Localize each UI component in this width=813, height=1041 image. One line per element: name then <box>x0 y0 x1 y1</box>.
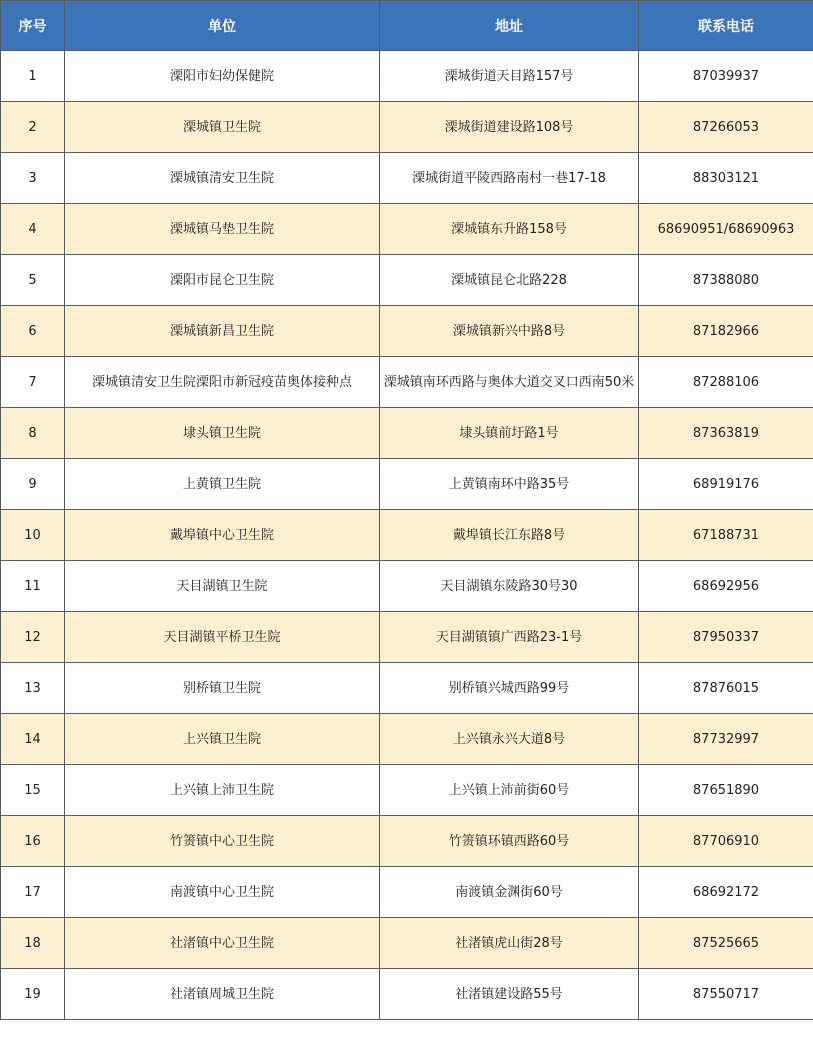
cell-unit: 戴埠镇中心卫生院 <box>65 510 380 561</box>
cell-index: 11 <box>1 561 65 612</box>
table-row <box>1 255 813 306</box>
cell-address: 南渡镇金渊街60号 <box>380 867 639 918</box>
table-row <box>1 561 813 612</box>
cell-unit: 社渚镇中心卫生院 <box>65 918 380 969</box>
table-row <box>1 663 813 714</box>
cell-phone: 68690951/68690963 <box>639 204 813 255</box>
cell-unit: 埭头镇卫生院 <box>65 408 380 459</box>
cell-phone: 67188731 <box>639 510 813 561</box>
cell-phone: 87876015 <box>639 663 813 714</box>
table-header <box>1 1 813 51</box>
cell-phone: 87706910 <box>639 816 813 867</box>
cell-phone: 87039937 <box>639 51 813 102</box>
cell-index: 6 <box>1 306 65 357</box>
cell-unit: 竹箦镇中心卫生院 <box>65 816 380 867</box>
cell-unit: 溧城镇清安卫生院 <box>65 153 380 204</box>
table-row <box>1 612 813 663</box>
table-row <box>1 153 813 204</box>
cell-index: 5 <box>1 255 65 306</box>
cell-phone: 68692956 <box>639 561 813 612</box>
cell-unit: 天目湖镇卫生院 <box>65 561 380 612</box>
table-row <box>1 510 813 561</box>
cell-unit: 南渡镇中心卫生院 <box>65 867 380 918</box>
cell-unit: 别桥镇卫生院 <box>65 663 380 714</box>
cell-index: 15 <box>1 765 65 816</box>
cell-unit: 溧城镇新昌卫生院 <box>65 306 380 357</box>
cell-phone: 87732997 <box>639 714 813 765</box>
cell-phone: 68919176 <box>639 459 813 510</box>
cell-index: 9 <box>1 459 65 510</box>
cell-phone: 87525665 <box>639 918 813 969</box>
cell-unit: 天目湖镇平桥卫生院 <box>65 612 380 663</box>
table-row <box>1 459 813 510</box>
cell-address: 溧城镇东升路158号 <box>380 204 639 255</box>
cell-phone: 87288106 <box>639 357 813 408</box>
cell-address: 溧城镇南环西路与奥体大道交叉口西南50米 <box>380 357 639 408</box>
table-row <box>1 816 813 867</box>
cell-index: 12 <box>1 612 65 663</box>
cell-address: 竹箦镇环镇西路60号 <box>380 816 639 867</box>
cell-address: 天目湖镇东陵路30号30 <box>380 561 639 612</box>
cell-address: 溧城街道平陵西路南村一巷17-18 <box>380 153 639 204</box>
cell-phone: 87950337 <box>639 612 813 663</box>
cell-phone: 87363819 <box>639 408 813 459</box>
table-row <box>1 357 813 408</box>
header-unit: 单位 <box>65 1 380 51</box>
cell-index: 19 <box>1 969 65 1020</box>
cell-unit: 上兴镇卫生院 <box>65 714 380 765</box>
cell-index: 14 <box>1 714 65 765</box>
cell-phone: 87388080 <box>639 255 813 306</box>
cell-address: 埭头镇前圩路1号 <box>380 408 639 459</box>
cell-unit: 溧阳市妇幼保健院 <box>65 51 380 102</box>
cell-unit: 溧城镇马垫卫生院 <box>65 204 380 255</box>
table-row <box>1 51 813 102</box>
cell-index: 8 <box>1 408 65 459</box>
header-address: 地址 <box>380 1 639 51</box>
cell-index: 17 <box>1 867 65 918</box>
table-row <box>1 714 813 765</box>
header-index: 序号 <box>1 1 65 51</box>
cell-address: 天目湖镇镇广西路23-1号 <box>380 612 639 663</box>
cell-address: 上黄镇南环中路35号 <box>380 459 639 510</box>
cell-address: 溧城镇昆仑北路228 <box>380 255 639 306</box>
cell-unit: 社渚镇周城卫生院 <box>65 969 380 1020</box>
cell-unit: 溧阳市昆仑卫生院 <box>65 255 380 306</box>
cell-index: 1 <box>1 51 65 102</box>
cell-unit: 溧城镇清安卫生院溧阳市新冠疫苗奥体接种点 <box>65 357 380 408</box>
cell-phone: 87182966 <box>639 306 813 357</box>
cell-unit: 上黄镇卫生院 <box>65 459 380 510</box>
cell-address: 戴埠镇长江东路8号 <box>380 510 639 561</box>
cell-index: 7 <box>1 357 65 408</box>
table-row <box>1 204 813 255</box>
table-row <box>1 969 813 1020</box>
table-row <box>1 306 813 357</box>
cell-address: 溧城镇新兴中路8号 <box>380 306 639 357</box>
cell-address: 上兴镇永兴大道8号 <box>380 714 639 765</box>
table-row <box>1 102 813 153</box>
cell-index: 13 <box>1 663 65 714</box>
table-row <box>1 918 813 969</box>
header-row <box>1 1 813 51</box>
cell-unit: 上兴镇上沛卫生院 <box>65 765 380 816</box>
cell-unit: 溧城镇卫生院 <box>65 102 380 153</box>
table-body <box>1 51 813 1020</box>
table-row <box>1 765 813 816</box>
cell-phone: 87651890 <box>639 765 813 816</box>
cell-index: 2 <box>1 102 65 153</box>
cell-address: 别桥镇兴城西路99号 <box>380 663 639 714</box>
cell-address: 溧城街道建设路108号 <box>380 102 639 153</box>
cell-index: 3 <box>1 153 65 204</box>
table-row <box>1 867 813 918</box>
cell-index: 4 <box>1 204 65 255</box>
cell-address: 社渚镇建设路55号 <box>380 969 639 1020</box>
cell-index: 16 <box>1 816 65 867</box>
header-phone: 联系电话 <box>639 1 813 51</box>
cell-address: 上兴镇上沛前街60号 <box>380 765 639 816</box>
cell-address: 社渚镇虎山街28号 <box>380 918 639 969</box>
cell-phone: 87266053 <box>639 102 813 153</box>
cell-index: 10 <box>1 510 65 561</box>
cell-phone: 88303121 <box>639 153 813 204</box>
cell-address: 溧城街道天目路157号 <box>380 51 639 102</box>
table-row <box>1 408 813 459</box>
cell-phone: 87550717 <box>639 969 813 1020</box>
cell-phone: 68692172 <box>639 867 813 918</box>
cell-index: 18 <box>1 918 65 969</box>
